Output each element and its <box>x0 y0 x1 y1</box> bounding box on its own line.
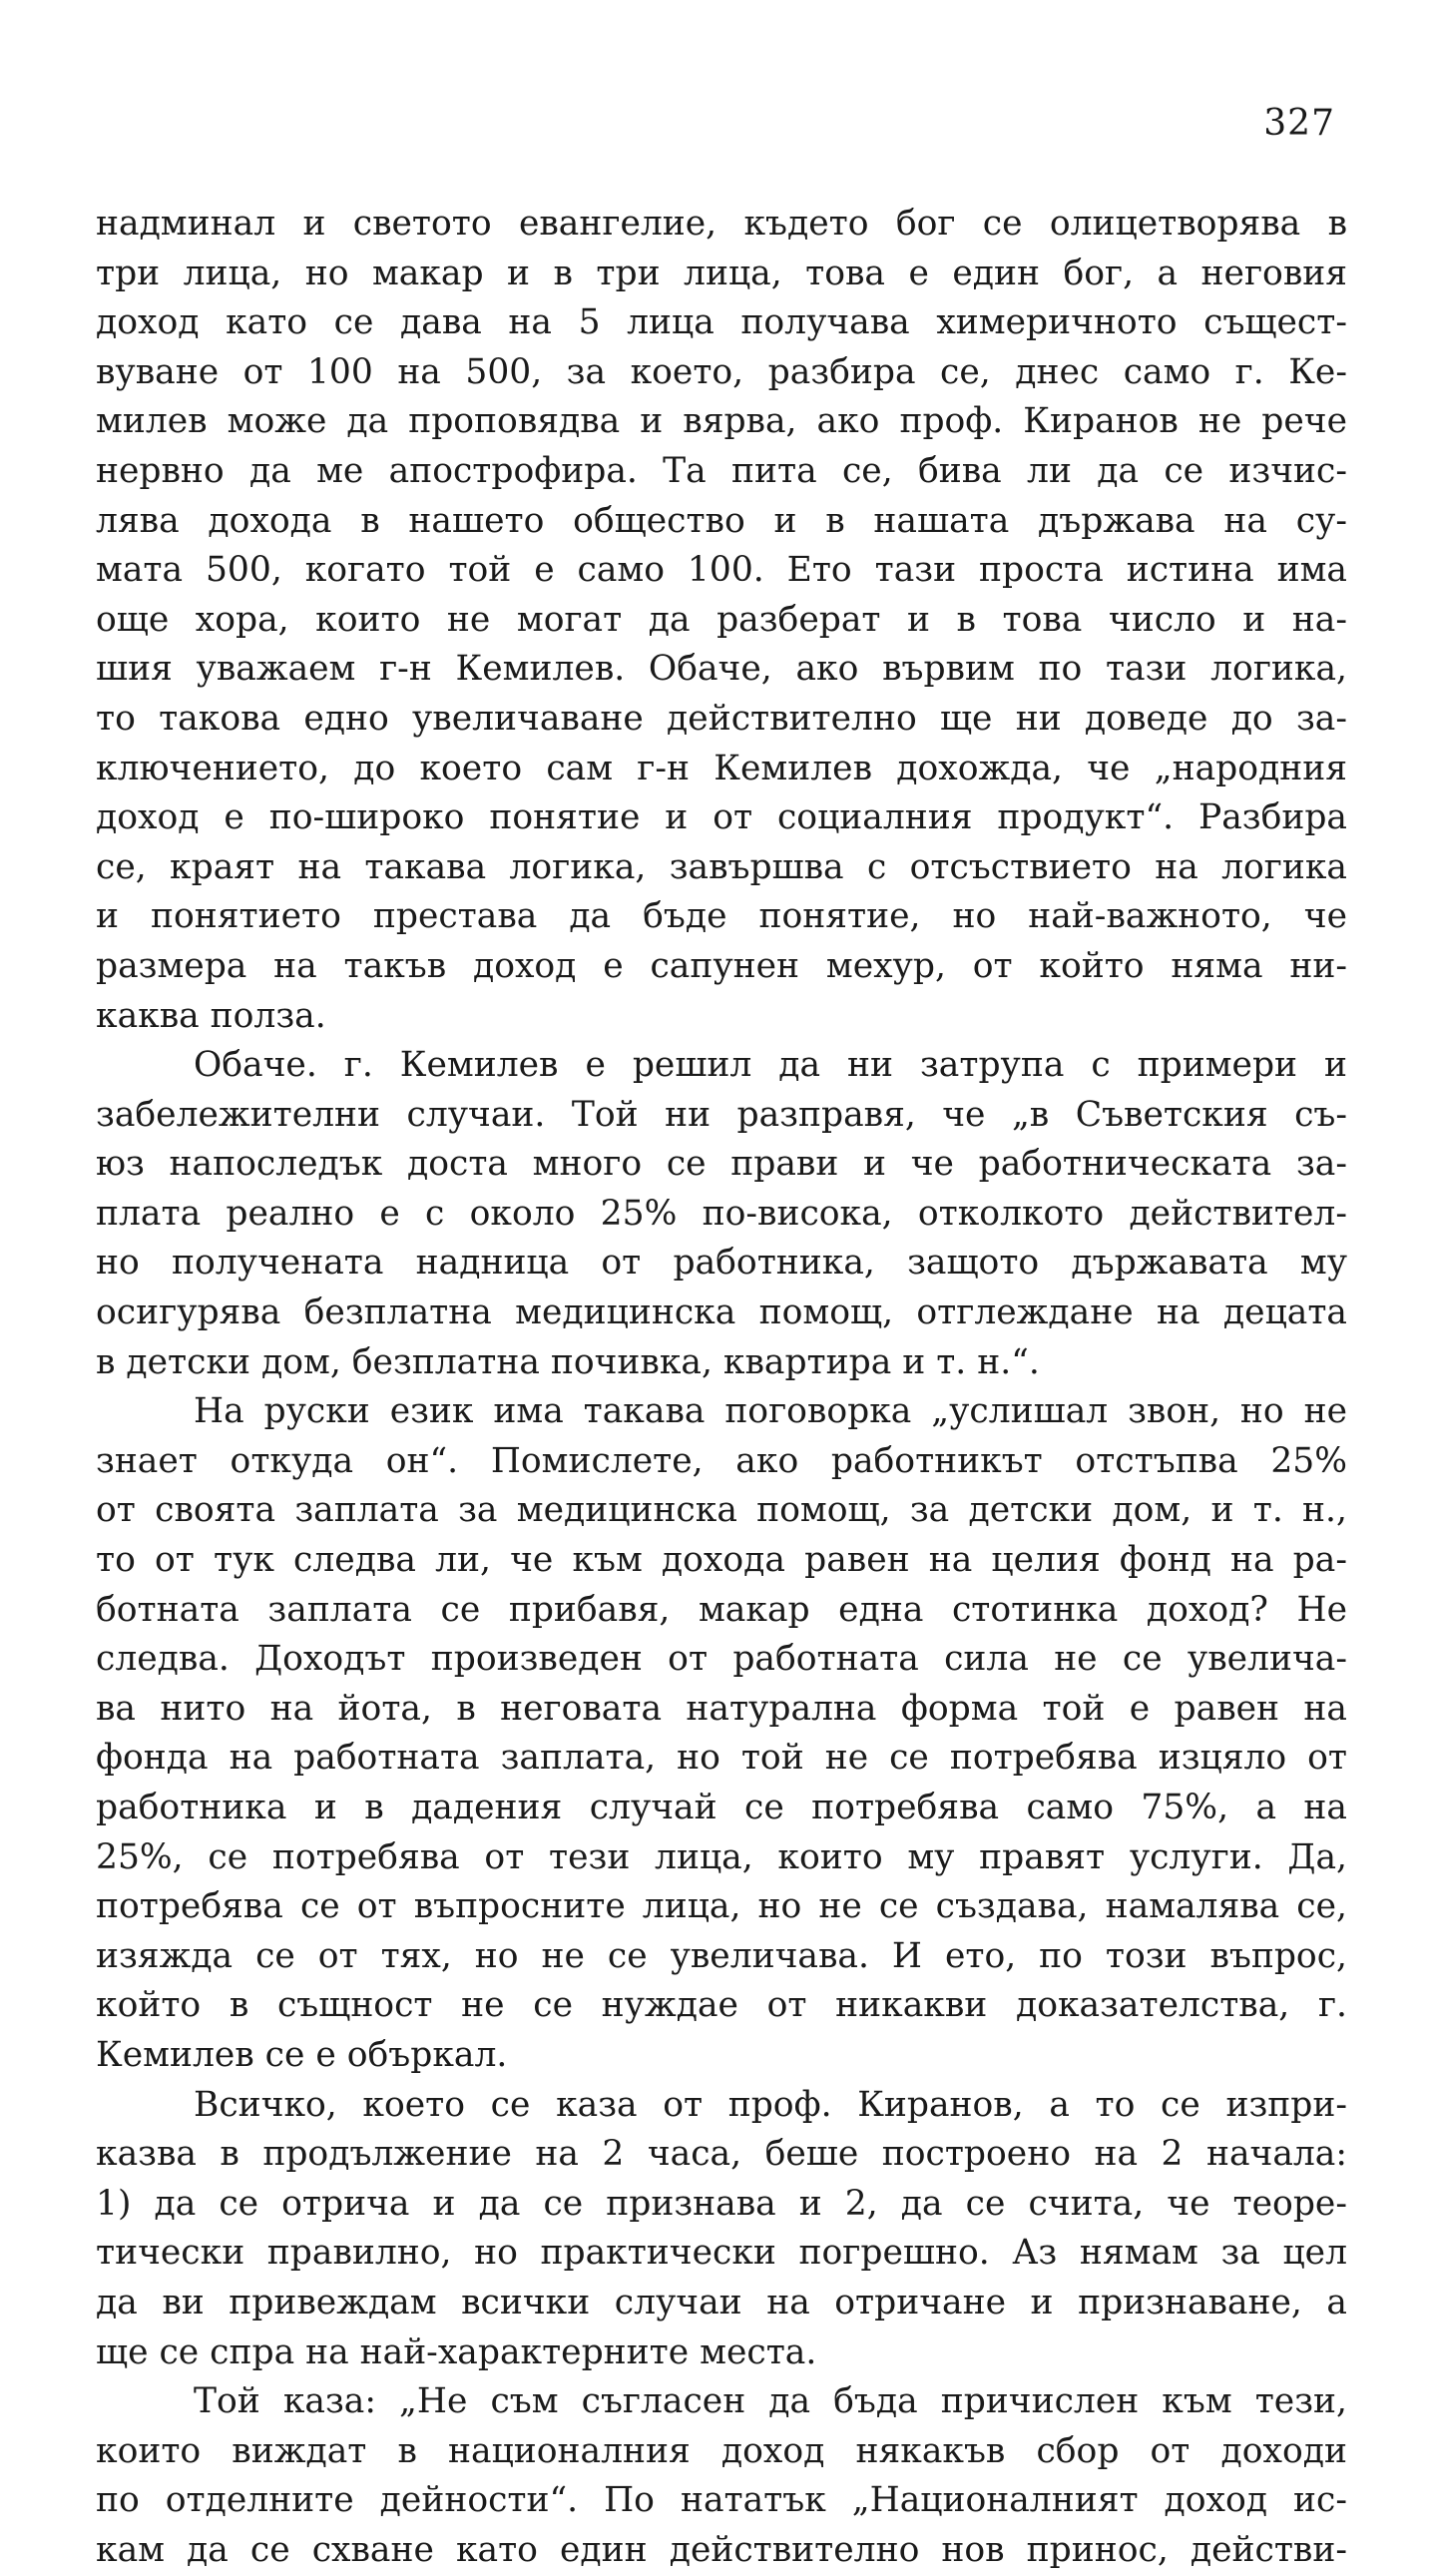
text-line: ключението, до което сам г-н Кемилев дохожда, че „народния <box>96 748 1347 788</box>
text-line: ва нито на йота, в неговата натурална форма той е равен на <box>96 1688 1347 1729</box>
text-line: по отделните дейности“. По нататък „Националният доход ис- <box>96 2480 1347 2521</box>
text-line: доход като се дава на 5 лица получава химеричното същест- <box>96 302 1347 343</box>
text-line: Кемилев се е объркал. <box>96 2034 508 2075</box>
text-line: 25%, се потребява от тези лица, които му правят услуги. Да, <box>96 1836 1347 1877</box>
page-number: 327 <box>1263 103 1335 144</box>
text-line: надминал и светото евангелие, където бог се олицетворява в <box>96 204 1347 244</box>
text-line: три лица, но макар и в три лица, това е един бог, а неговия <box>96 253 1347 293</box>
text-line: но получената надница от работника, защото държавата му <box>96 1243 1347 1284</box>
text-line: в детски дом, безплатна почивка, квартира и т. н.“. <box>96 1341 1040 1382</box>
text-line: Обаче. г. Кемилев е решил да ни затрупа с примери и <box>194 1045 1347 1086</box>
text-line: каква полза. <box>96 995 326 1036</box>
text-line: който в същност не се нуждае от никакви доказателства, г. <box>96 1985 1347 2026</box>
text-line: Той каза: „Не съм съгласен да бъда причислен към тези, <box>194 2381 1347 2422</box>
text-line: знает откуда он“. Помислете, ако работникът отстъпва 25% <box>96 1440 1347 1481</box>
text-line: забележителни случаи. Той ни разправя, че „в Съветския съ- <box>96 1094 1347 1135</box>
text-line: работника и в дадения случай се потребява само 75%, а на <box>96 1788 1347 1827</box>
text-line: които виждат в националния доход някакъв сбор от доходи <box>96 2430 1347 2471</box>
text-line: от своята заплата за медицинска помощ, за детски дом, и т. н., <box>96 1490 1347 1531</box>
text-line: осигурява безплатна медицинска помощ, отглеждане на децата <box>96 1292 1347 1333</box>
text-line: мата 500, когато той е само 100. Ето тази проста истина има <box>96 550 1347 591</box>
text-line: тически правилно, но практически погрешно. Аз нямам за цел <box>96 2233 1347 2274</box>
text-line: милев може да проповядва и вярва, ако проф. Киранов не рече <box>96 401 1347 442</box>
text-line: лява дохода в нашето общество и в нашата държава на су- <box>96 500 1347 541</box>
text-line: се, краят на такава логика, завършва с отсъствието на логика <box>96 846 1347 887</box>
text-line: нервно да ме апострофира. Та пита се, бива ли да се изчис- <box>96 450 1347 491</box>
text-line: то такова едно увеличаване действително ще ни доведе до за- <box>96 698 1347 739</box>
text-line: ботната заплата се прибавя, макар една стотинка доход? Не <box>96 1589 1347 1630</box>
text-line: доход е по-широко понятие и от социалния продукт“. Разбира <box>96 797 1347 838</box>
text-line: казва в продължение на 2 часа, беше построено на 2 начала: <box>96 2134 1347 2175</box>
text-line: ще се спра на най-характерните места. <box>96 2331 817 2372</box>
text-line: още хора, които не могат да разберат и в това число и на- <box>96 599 1347 640</box>
text-line: фонда на работната заплата, но той не се потребява изцяло от <box>96 1738 1347 1779</box>
text-line: На руски език има такава поговорка „услишал звон, но не <box>194 1391 1347 1432</box>
text-line: кам да се схване като един действително нов принос, действи- <box>96 2529 1347 2570</box>
text-line: и понятието престава да бъде понятие, но най-важното, че <box>96 896 1347 937</box>
text-line: вуване от 100 на 500, за което, разбира се, днес само г. Ке- <box>96 351 1347 392</box>
text-line: следва. Доходът произведен от работната сила не се увелича- <box>96 1639 1347 1680</box>
body-text <box>96 200 1347 2570</box>
text-line: размера на такъв доход е сапунен мехур, от който няма ни- <box>96 945 1347 986</box>
text-line: потребява се от въпросните лица, но не се създава, намалява се, <box>96 1886 1347 1927</box>
text-line: изяжда се от тях, но не се увеличава. И ето, по този въпрос, <box>96 1935 1347 1976</box>
text-line: юз напоследък доста много се прави и че работническата за- <box>96 1144 1347 1185</box>
text-line: 1) да се отрича и да се признава и 2, да се счита, че теоре- <box>96 2183 1347 2224</box>
text-line: то от тук следва ли, че към дохода равен на целия фонд на ра- <box>96 1540 1347 1581</box>
text-line: шия уважаем г-н Кемилев. Обаче, ако вървим по тази логика, <box>96 649 1347 690</box>
text-line: Всичко, което се каза от проф. Киранов, а то се изпри- <box>194 2084 1347 2125</box>
text-line: да ви привеждам всички случаи на отричане и признаване, а <box>96 2282 1347 2322</box>
text-line: плата реално е с около 25% по-висока, отколкото действител- <box>96 1193 1347 1234</box>
